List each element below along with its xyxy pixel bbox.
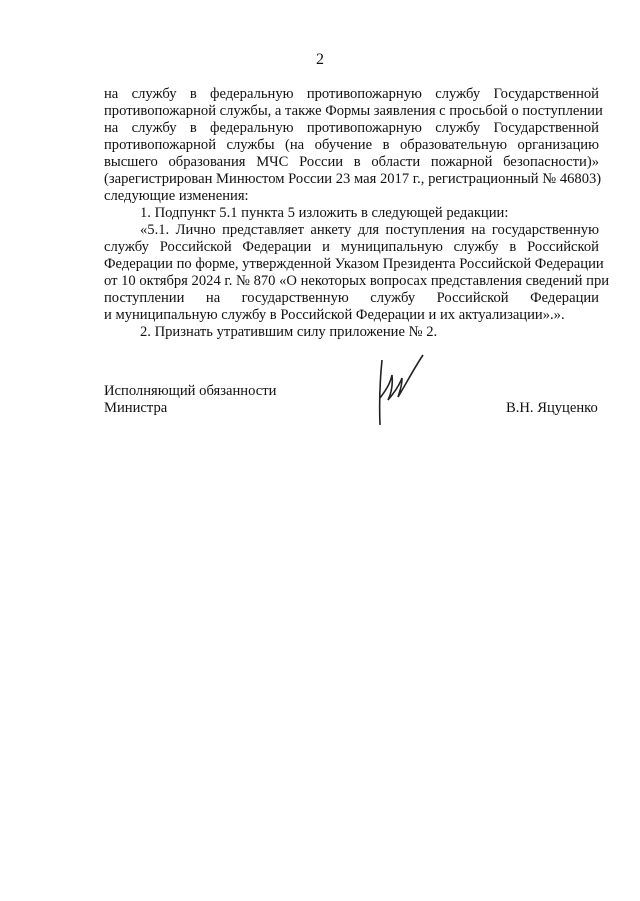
body-line-7: следующие изменения:: [104, 188, 249, 204]
body-line-9: «5.1. Лично представляет анкету для поступления на государственную: [140, 222, 599, 238]
signatory-name: В.Н. Яцуценко: [506, 400, 598, 416]
body-line-5: высшего образования МЧС России в области пожарной безопасности)»: [104, 154, 599, 170]
body-line-3: на службу в федеральную противопожарную службу Государственной: [104, 120, 599, 136]
body-line-2: противопожарной службы, а также Формы заявления с просьбой о поступлении: [104, 103, 603, 119]
body-line-11: Федерации по форме, утвержденной Указом Президента Российской Федерации: [104, 256, 604, 272]
body-line-15: 2. Признать утратившим силу приложение № 2.: [140, 324, 438, 340]
body-line-13: поступлении на государственную службу Российской Федерации: [104, 290, 599, 306]
body-line-10: службу Российской Федерации и муниципальную службу в Российской: [104, 239, 599, 255]
signatory-title: Министра: [104, 400, 168, 416]
body-line-12: от 10 октября 2024 г. № 870 «О некоторых вопросах представления сведений при: [104, 273, 610, 289]
page-number: 2: [316, 51, 324, 68]
handwritten-signature: [368, 350, 438, 430]
signatory-position: Исполняющий обязанности: [104, 383, 277, 399]
body-line-6: (зарегистрирован Минюстом России 23 мая 2017 г., регистрационный № 46803): [104, 171, 602, 187]
body-line-1: на службу в федеральную противопожарную службу Государственной: [104, 86, 599, 102]
body-line-8: 1. Подпункт 5.1 пункта 5 изложить в следующей редакции:: [140, 205, 509, 221]
body-line-14: и муниципальную службу в Российской Федерации и их актуализации».».: [104, 307, 565, 323]
body-line-4: противопожарной службы (на обучение в образовательную организацию: [104, 137, 599, 153]
